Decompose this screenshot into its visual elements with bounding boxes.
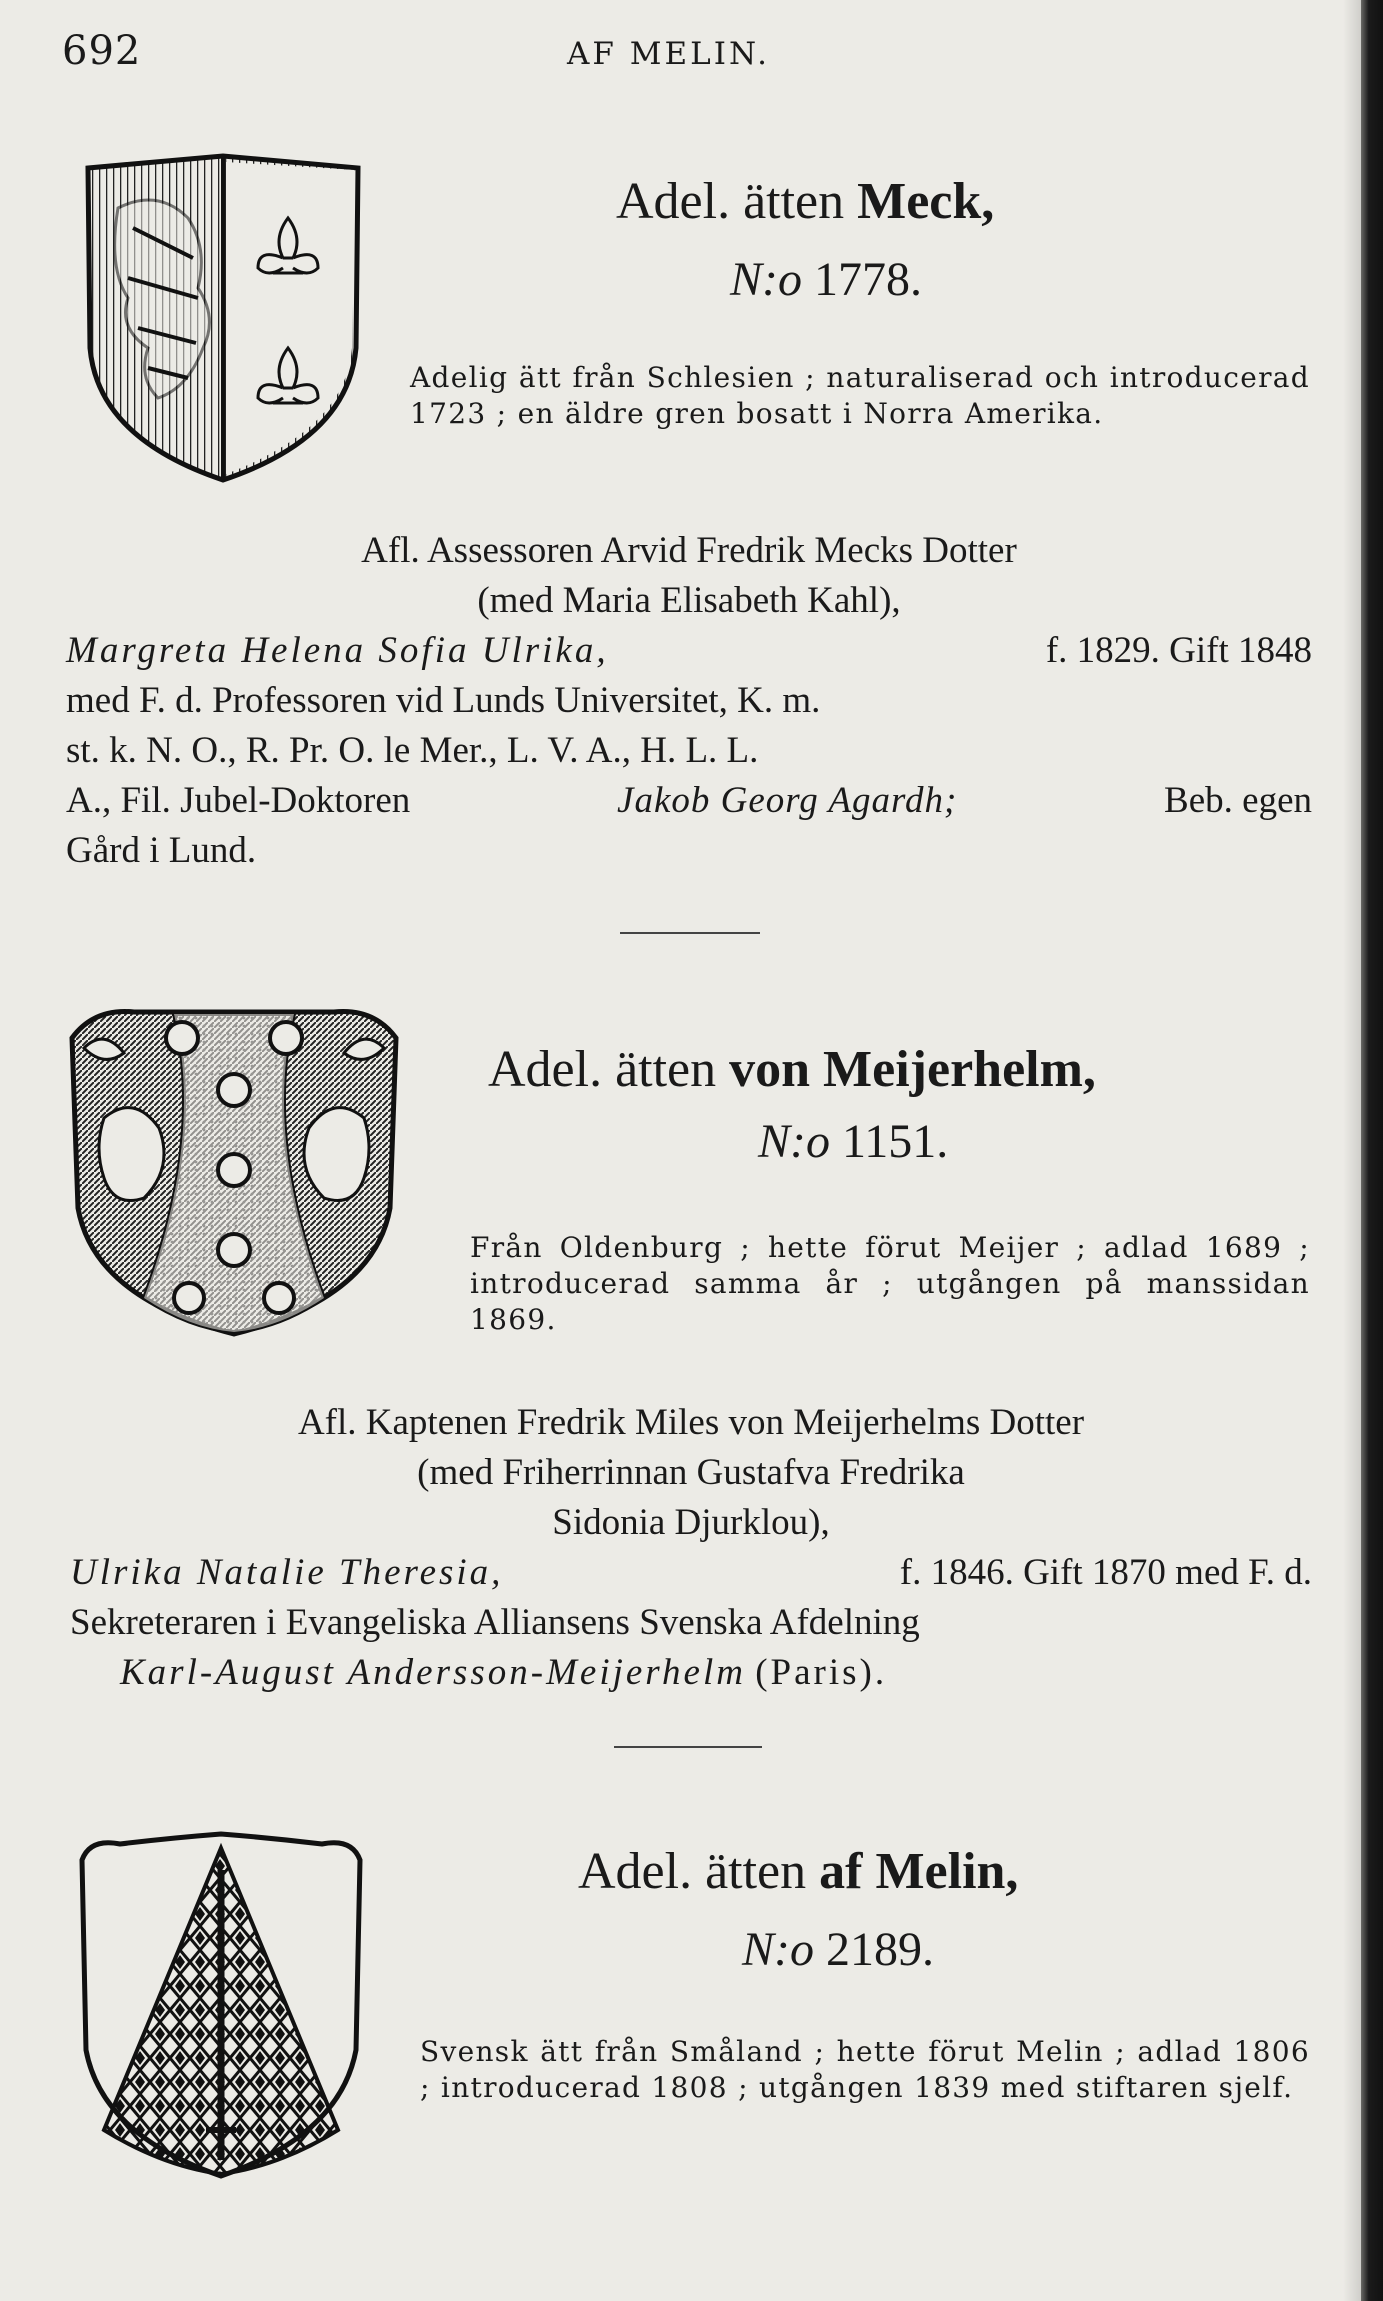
entry-text: (Paris).	[755, 1652, 888, 1693]
family-title	[488, 1040, 1096, 1099]
coat-of-arms-meck-icon	[78, 148, 368, 488]
entry-line	[70, 1548, 1312, 1598]
title-prefix: Adel. ätten	[578, 1843, 807, 1900]
family-name: von Meijerhelm,	[729, 1041, 1096, 1098]
spouse-name: Jakob Georg Agardh;	[617, 780, 958, 821]
entry-line: st. k. N. O., R. Pr. O. le Mer., L. V. A., H. L. L.	[66, 730, 759, 771]
number-label: N:o	[742, 1923, 814, 1976]
family-name: af Melin,	[819, 1843, 1019, 1900]
number-value: 2189.	[826, 1923, 934, 1976]
family-entry	[66, 526, 1312, 876]
entry-line: Gård i Lund.	[66, 830, 257, 871]
book-edge	[1361, 0, 1383, 2301]
family-number	[730, 252, 922, 307]
entry-line	[66, 626, 1312, 676]
daughter-name: Margreta Helena Sofia Ulrika,	[66, 630, 609, 671]
page-gutter-shadow	[1343, 0, 1361, 2301]
entry-line: Afl. Kaptenen Fredrik Miles von Meijerhelms Dotter	[297, 1402, 1085, 1443]
spouse-name: Karl-August Andersson-Meijerhelm	[120, 1652, 746, 1693]
daughter-name: Ulrika Natalie Theresia,	[70, 1552, 504, 1593]
entry-line: Sidonia Djurklou),	[552, 1502, 830, 1543]
section-divider	[614, 1746, 762, 1748]
number-value: 1151.	[842, 1115, 949, 1168]
number-label: N:o	[730, 253, 802, 306]
entry-text: A., Fil. Jubel-Doktoren	[66, 780, 411, 821]
coat-of-arms-meijerhelm-icon	[64, 998, 404, 1338]
running-head: AF MELIN.	[567, 36, 770, 72]
family-name: Meck,	[857, 173, 995, 230]
family-description: Från Oldenburg ; hette förut Meijer ; adlad 1689 ; introducerad samma år ; utgången på manssidan 1869.	[470, 1231, 1310, 1336]
page-header	[62, 28, 1323, 78]
family-title	[578, 1842, 1018, 1901]
family-title	[616, 172, 994, 231]
number-label: N:o	[758, 1115, 830, 1168]
entry-line: (med Maria Elisabeth Kahl),	[477, 580, 901, 621]
family-description: Svensk ätt från Småland ; hette förut Melin ; adlad 1806 ; introducerad 1808 ; utgången 1839 med stiftaren sjelf.	[420, 2035, 1310, 2104]
section-divider	[620, 932, 760, 934]
page-number: 692	[62, 28, 142, 74]
entry-text: Beb. egen	[1164, 780, 1312, 821]
entry-line	[70, 1648, 1312, 1698]
entry-line: (med Friherrinnan Gustafva Fredrika	[417, 1452, 965, 1493]
entry-text: f. 1846. Gift 1870 med F. d.	[899, 1552, 1312, 1593]
number-value: 1778.	[814, 253, 922, 306]
entry-line: Sekreteraren i Evangeliska Alliansens Svenska Afdelning	[70, 1602, 920, 1643]
entry-line	[66, 776, 1312, 826]
title-prefix: Adel. ätten	[488, 1041, 717, 1098]
title-prefix: Adel. ätten	[616, 173, 845, 230]
family-number	[758, 1114, 948, 1169]
family-number	[742, 1922, 934, 1977]
coat-of-arms-melin-icon	[70, 1830, 372, 2180]
entry-text: f. 1829. Gift 1848	[1045, 630, 1312, 671]
entry-line: med F. d. Professoren vid Lunds Universitet, K. m.	[66, 680, 821, 721]
entry-line: Afl. Assessoren Arvid Fredrik Mecks Dotter	[361, 530, 1017, 571]
family-description: Adelig ätt från Schlesien ; naturaliserad och introducerad 1723 ; en äldre gren bosatt i Norra Amerika.	[410, 361, 1310, 430]
family-entry	[70, 1398, 1312, 1698]
